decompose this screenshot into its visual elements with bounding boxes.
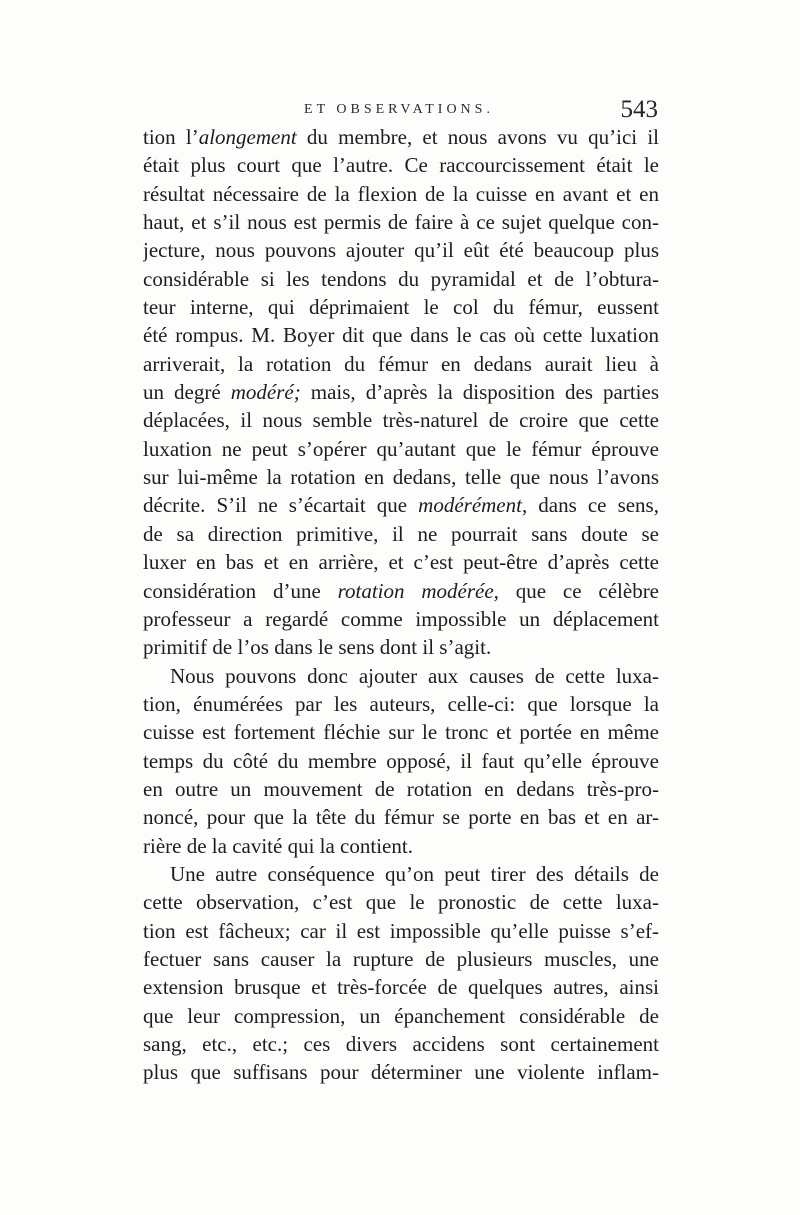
text-line	[143, 151, 659, 179]
text-line	[143, 321, 659, 349]
text-line	[143, 577, 659, 605]
text-segment: tion est fâcheux; car il est impossible qu’elle puisse s’ef-	[143, 918, 659, 943]
text-segment: professeur a regardé comme impossible un déplacement	[143, 606, 659, 631]
text-line	[143, 491, 659, 519]
text-line	[143, 945, 659, 973]
text-segment: jecture, nous pouvons ajouter qu’il eût été beaucoup plus	[143, 238, 659, 263]
page-number: 543	[620, 96, 658, 123]
text-segment: primitif de l’os dans le sens dont il s’agit.	[143, 635, 492, 660]
text-line	[143, 690, 659, 718]
italic-text-segment: modéré;	[230, 380, 301, 405]
text-line	[143, 1030, 659, 1058]
text-segment: sur lui-même la rotation en dedans, telle que nous l’avons	[143, 465, 659, 490]
text-segment: résultat nécessaire de la flexion de la cuisse en avant et en	[143, 181, 659, 206]
text-segment: considérable si les tendons du pyramidal et de l’obtura-	[143, 266, 659, 291]
italic-text-segment: modérément,	[418, 493, 528, 518]
text-line	[143, 293, 659, 321]
text-segment: tion l’	[143, 125, 199, 149]
text-segment: que leur compression, un épanchement considérable de	[143, 1003, 659, 1028]
text-segment: plus que suffisans pour déterminer une violente inflam-	[143, 1060, 659, 1085]
text-segment: Nous pouvons donc ajouter aux causes de cette luxa-	[170, 663, 659, 688]
text-line	[143, 888, 659, 916]
text-line	[143, 1058, 659, 1086]
text-segment: considération d’une	[143, 578, 338, 603]
text-line	[143, 548, 659, 576]
text-line	[143, 463, 659, 491]
text-line	[143, 633, 659, 661]
text-line	[143, 718, 659, 746]
text-line	[143, 378, 659, 406]
text-segment: noncé, pour que la tête du fémur se porte en bas et en ar-	[143, 805, 659, 830]
text-line	[143, 832, 659, 860]
text-segment: déplacées, il nous semble très-naturel de croire que cette	[143, 408, 659, 433]
italic-text-segment: alongement	[198, 125, 297, 149]
text-line	[143, 747, 659, 775]
text-segment: cuisse est fortement fléchie sur le tronc et portée en même	[143, 720, 659, 745]
text-segment: mais, d’après la disposition des parties	[300, 380, 659, 405]
body-text	[143, 123, 659, 1087]
text-line	[143, 803, 659, 831]
text-line	[143, 1002, 659, 1030]
text-segment: rière de la cavité qui la contient.	[143, 833, 413, 858]
text-segment: teur interne, qui déprimaient le col du fémur, eussent	[143, 295, 659, 320]
text-line	[143, 775, 659, 803]
text-line	[143, 208, 659, 236]
text-line	[143, 236, 659, 264]
text-line	[143, 520, 659, 548]
text-line	[143, 605, 659, 633]
text-line	[143, 350, 659, 378]
text-line	[143, 406, 659, 434]
text-segment: luxer en bas et en arrière, et c’est peut-être d’après cette	[143, 550, 659, 575]
text-segment: Une autre conséquence qu’on peut tirer des détails de	[170, 861, 659, 886]
text-line	[143, 860, 659, 888]
running-title: ET OBSERVATIONS.	[304, 102, 494, 117]
text-line	[143, 123, 659, 151]
text-line	[143, 180, 659, 208]
text-segment: haut, et s’il nous est permis de faire à ce sujet quelque con-	[143, 210, 659, 235]
text-line	[143, 973, 659, 1001]
text-segment: arriverait, la rotation du fémur en dedans aurait lieu à	[143, 351, 659, 376]
text-segment: été rompus. M. Boyer dit que dans le cas où cette luxation	[143, 323, 659, 348]
text-segment: en outre un mouvement de rotation en dedans très-pro-	[143, 776, 659, 801]
text-segment: du membre, et nous avons vu qu’ici il	[296, 125, 659, 149]
text-segment: que ce célèbre	[498, 578, 659, 603]
italic-text-segment: rotation modérée,	[337, 578, 499, 603]
text-segment: luxation ne peut s’opérer qu’autant que le fémur éprouve	[143, 436, 659, 461]
text-line	[143, 662, 659, 690]
text-segment: extension brusque et très-forcée de quelques autres, ainsi	[143, 975, 659, 1000]
text-line	[143, 435, 659, 463]
text-segment: un degré	[143, 380, 231, 405]
text-segment: tion, énumérées par les auteurs, celle-ci: que lorsque la	[143, 691, 659, 716]
text-segment: temps du côté du membre opposé, il faut qu’elle éprouve	[143, 748, 659, 773]
text-line	[143, 265, 659, 293]
text-segment: fectuer sans causer la rupture de plusieurs muscles, une	[143, 946, 659, 971]
text-segment: décrite. S’il ne s’écartait que	[143, 493, 419, 518]
text-segment: cette observation, c’est que le pronostic de cette luxa-	[143, 890, 659, 915]
text-segment: était plus court que l’autre. Ce raccourcissement était le	[143, 153, 659, 178]
text-segment: de sa direction primitive, il ne pourrait sans doute se	[143, 521, 659, 546]
text-line	[143, 917, 659, 945]
text-segment: sang, etc., etc.; ces divers accidens sont certainement	[143, 1032, 659, 1056]
text-segment: dans ce sens,	[527, 493, 659, 518]
